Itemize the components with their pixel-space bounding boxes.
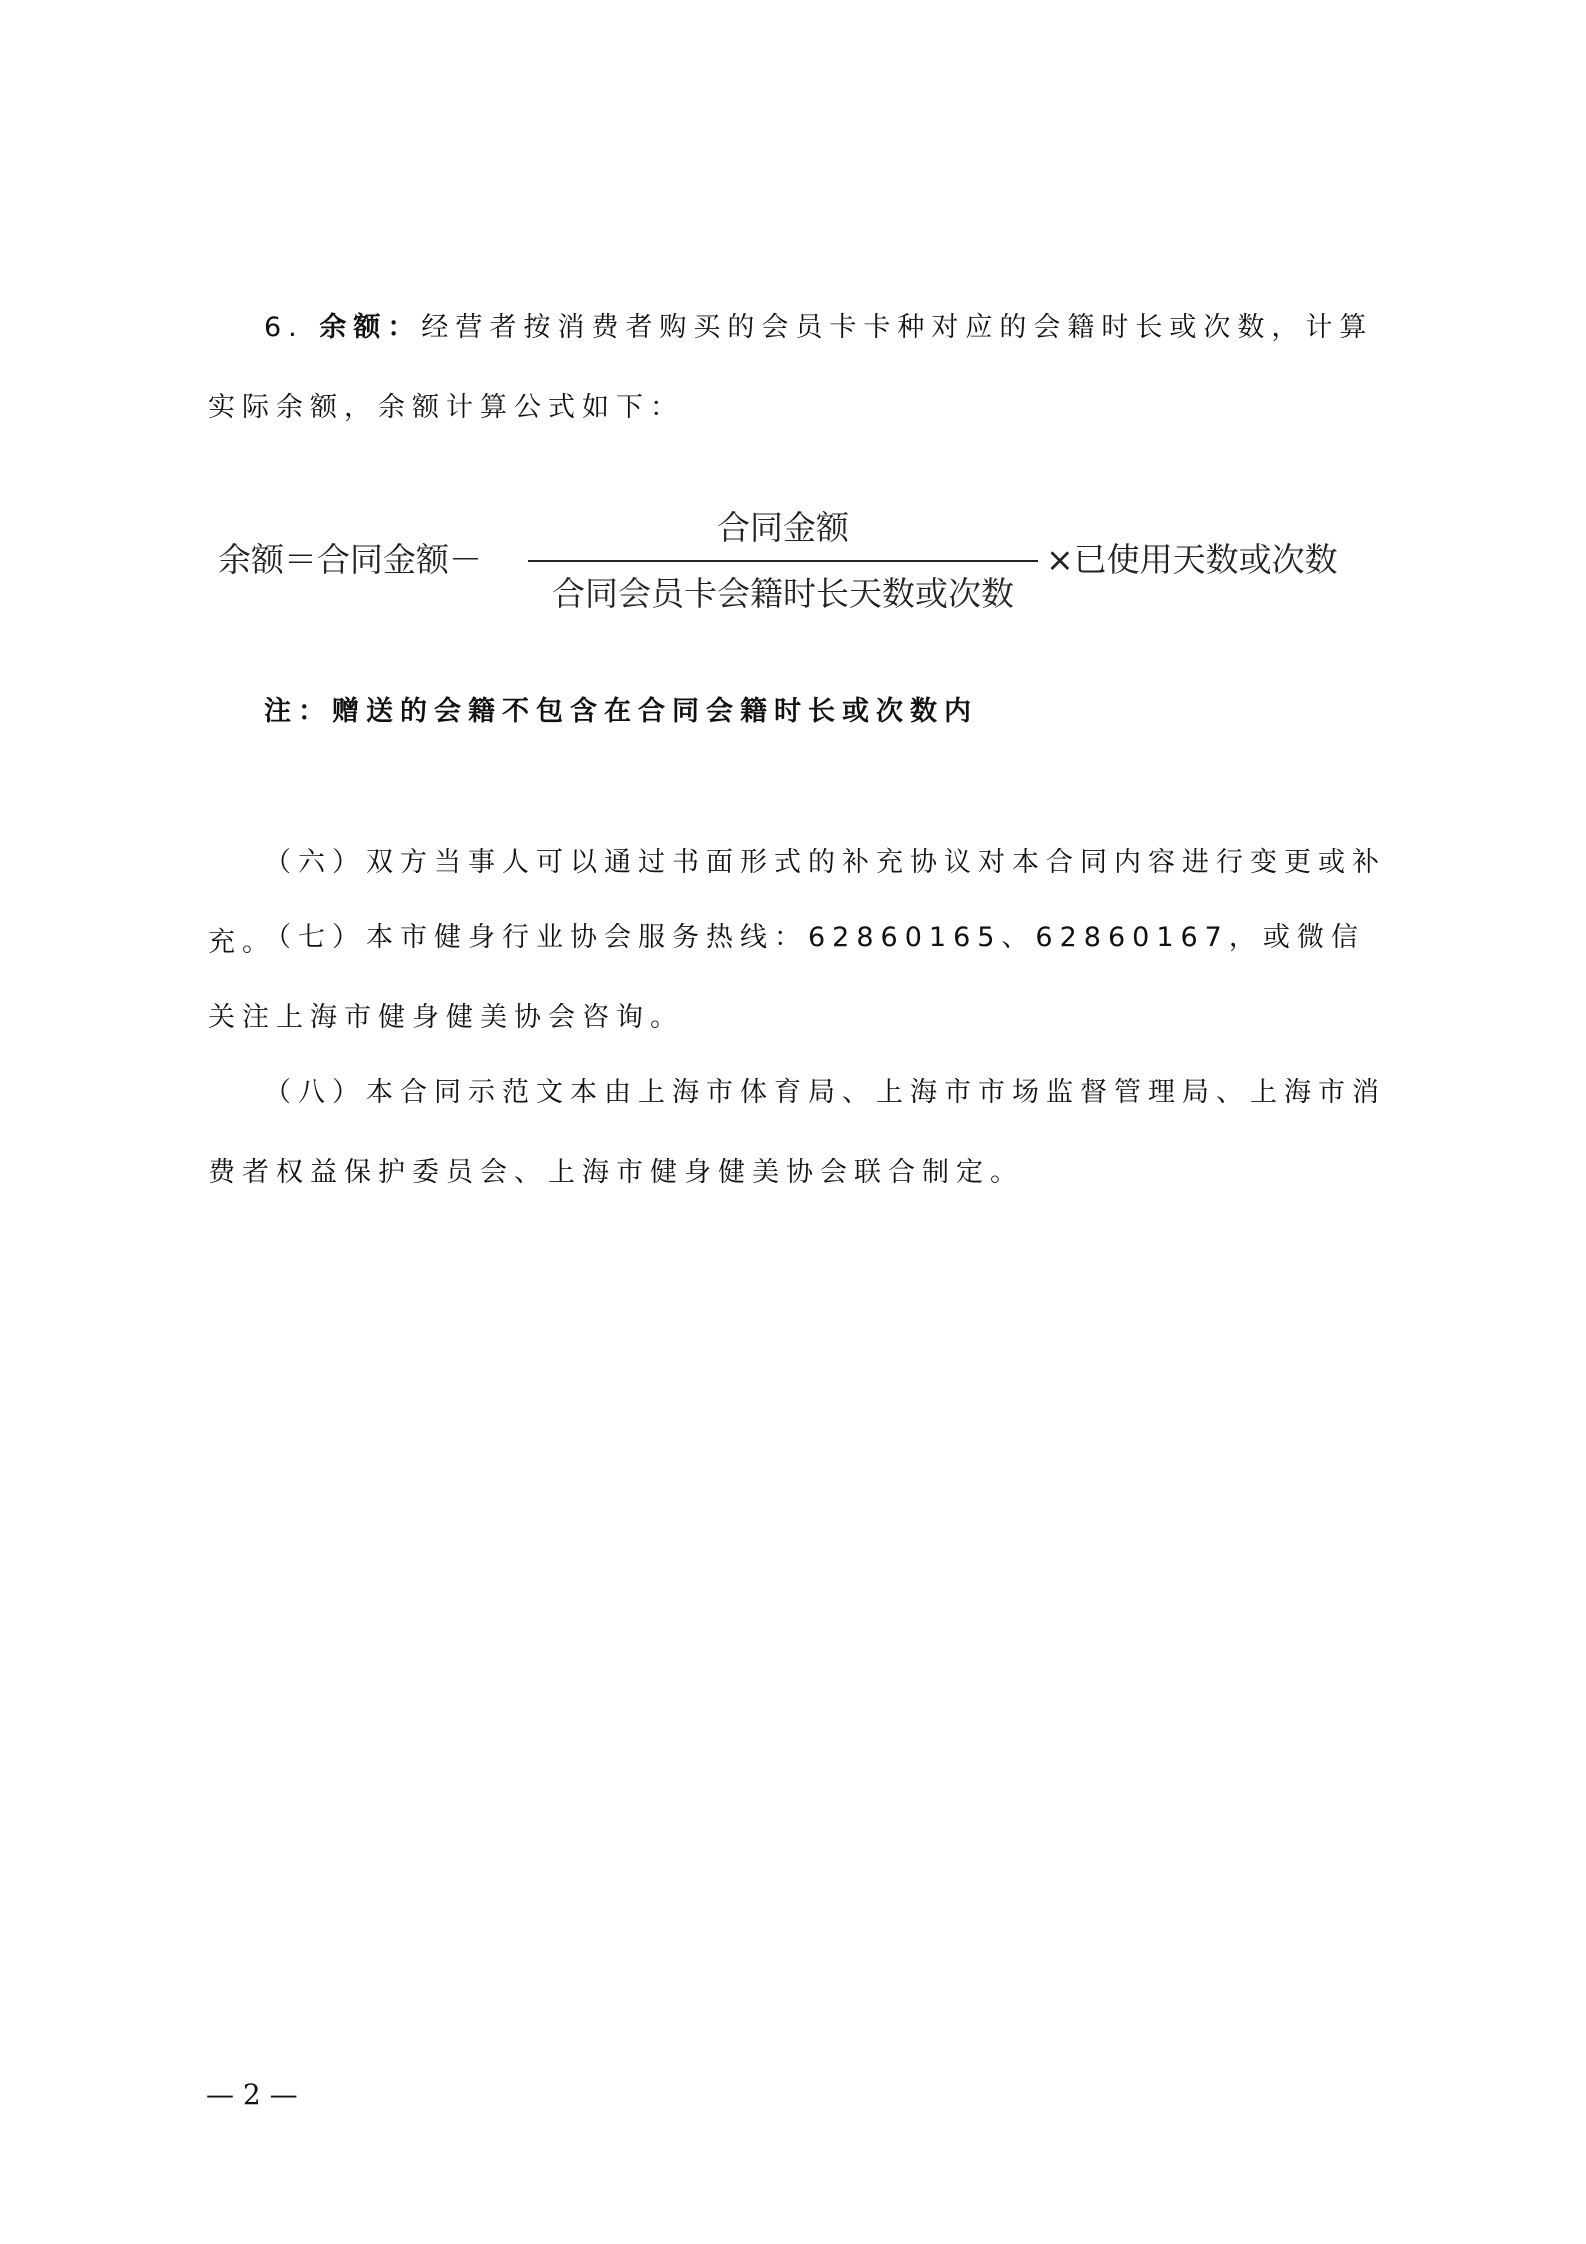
formula-lhs: 余额＝合同金额－: [218, 540, 482, 579]
note-paragraph: 注：赠送的会籍不包含在合同会籍时长或次数内: [264, 696, 978, 727]
fraction-bar: [528, 560, 1038, 562]
clause-6-paragraph: [208, 288, 1388, 448]
formula-numerator: 合同金额: [717, 508, 849, 547]
clause-6-number: 6.: [264, 312, 304, 343]
balance-formula: [218, 508, 1368, 618]
page-number: — 2 —: [206, 2078, 298, 2111]
item-eight-paragraph: （八）本合同示范文本由上海市体育局、上海市市场监督管理局、上海市消费者权益保护委员会、上海市健身健美协会联合制定。: [208, 1077, 1386, 1188]
formula-denominator: 合同会员卡会籍时长天数或次数: [552, 574, 1014, 613]
formula-rhs: ×已使用天数或次数: [1046, 540, 1338, 579]
clause-6-heading: 余额：: [319, 312, 422, 343]
item-six-paragraph: （六）双方当事人可以通过书面形式的补充协议对本合同内容进行变更或补充。: [208, 847, 1386, 958]
formula-fraction: [528, 508, 1038, 618]
item-seven-paragraph: （七）本市健身行业协会服务热线：62860165、62860167，或微信关注上海市健身健美协会咨询。: [208, 922, 1365, 1033]
clause-6-body: 经营者按消费者购买的会员卡卡种对应的会籍时长或次数，计算实际余额，余额计算公式如下：: [208, 312, 1374, 423]
